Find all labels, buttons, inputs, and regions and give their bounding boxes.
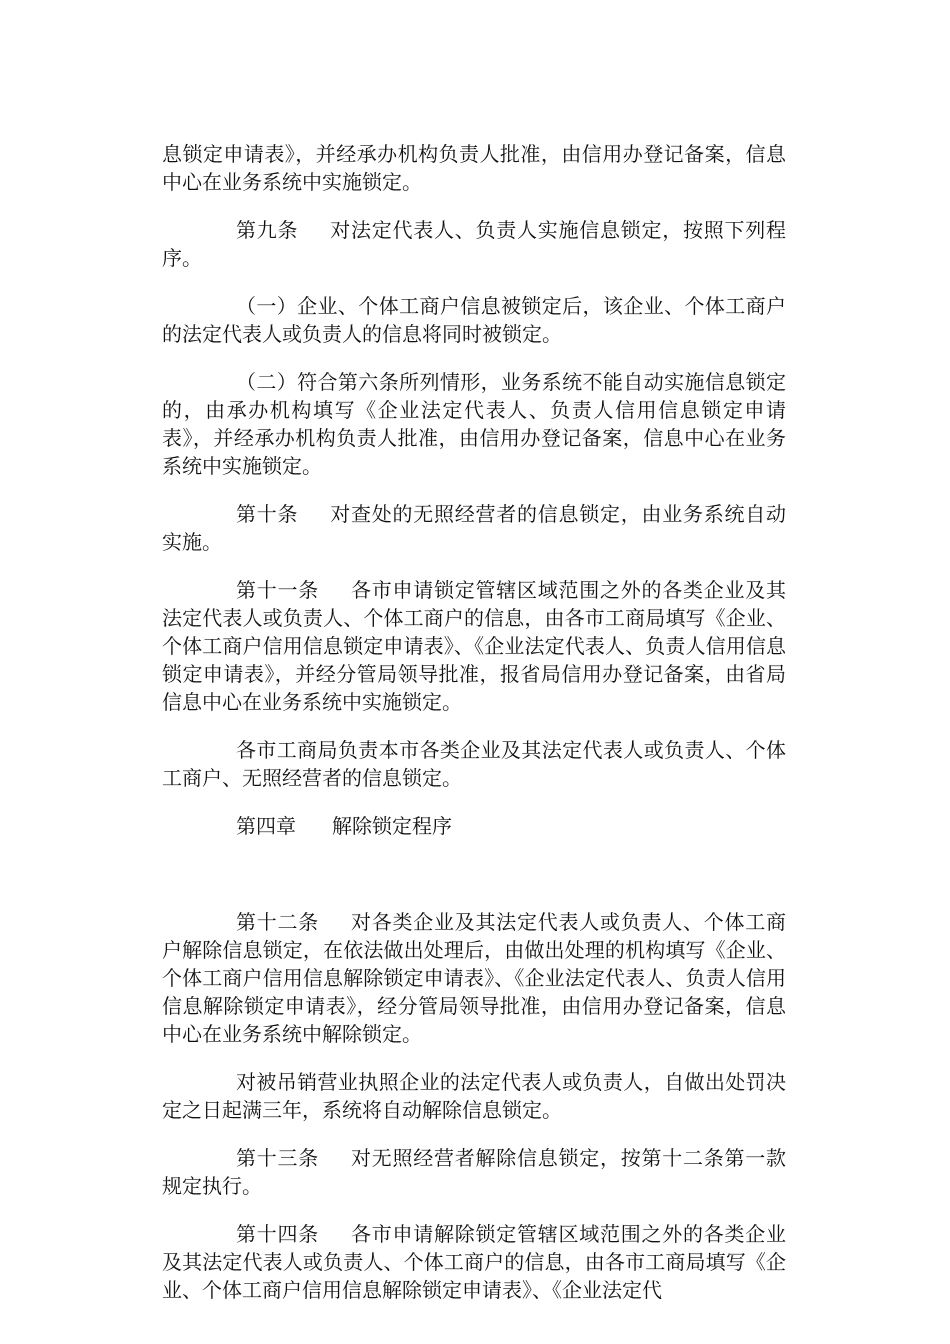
document-body xyxy=(162,140,786,1324)
paragraph-text: 各市申请锁定管辖区域范围之外的各类企业及其法定代表人或负责人、个体工商户的信息，由各市工商局填写《企业、个体工商户信用信息锁定申请表》、《企业法定代表人、负责人信用信息锁定申请表》，并经分管局领导批准，报省局信用办登记备案，由省局信息中心在业务系统中实施锁定。 xyxy=(162,578,786,714)
article-number: 第九条 xyxy=(236,218,299,242)
paragraph-text: 对被吊销营业执照企业的法定代表人或负责人，自做出处罚决定之日起满三年，系统将自动解除信息锁定。 xyxy=(162,1070,786,1122)
article-number: 第十二条 xyxy=(236,910,319,934)
paragraph xyxy=(162,292,786,348)
chapter-heading xyxy=(162,812,786,840)
chapter-title: 解除锁定程序 xyxy=(332,814,452,838)
article-number: 第十条 xyxy=(236,502,299,526)
paragraph-text: 对查处的无照经营者的信息锁定，由业务系统自动实施。 xyxy=(162,502,786,554)
chapter-number: 第四章 xyxy=(236,814,296,838)
paragraph xyxy=(162,1068,786,1124)
paragraph xyxy=(162,736,786,792)
article-12 xyxy=(162,908,786,1048)
article-11 xyxy=(162,576,786,716)
article-number: 第十三条 xyxy=(236,1146,319,1170)
paragraph-text: 息锁定申请表》，并经承办机构负责人批准，由信用办登记备案，信息中心在业务系统中实施锁定。 xyxy=(162,142,786,194)
paragraph-text: 对法定代表人、负责人实施信息锁定，按照下列程序。 xyxy=(162,218,786,270)
article-9 xyxy=(162,216,786,272)
article-10 xyxy=(162,500,786,556)
article-13 xyxy=(162,1144,786,1200)
paragraph-text: 各市申请解除锁定管辖区域范围之外的各类企业及其法定代表人或负责人、个体工商户的信息，由各市工商局填写《企业、个体工商户信用信息解除锁定申请表》、《企业法定代 xyxy=(162,1222,786,1302)
article-number: 第十一条 xyxy=(236,578,319,602)
paragraph-text: （一）企业、个体工商户信息被锁定后，该企业、个体工商户的法定代表人或负责人的信息将同时被锁定。 xyxy=(162,294,786,346)
article-number: 第十四条 xyxy=(236,1222,319,1246)
paragraph-text: 各市工商局负责本市各类企业及其法定代表人或负责人、个体工商户、无照经营者的信息锁定。 xyxy=(162,738,786,790)
paragraph-text: 对各类企业及其法定代表人或负责人、个体工商户解除信息锁定，在依法做出处理后，由做出处理的机构填写《企业、个体工商户信用信息解除锁定申请表》、《企业法定代表人、负责人信用信息解除锁定申请表》，经分管局领导批准，由信用办登记备案，信息中心在业务系统中解除锁定。 xyxy=(162,910,786,1046)
paragraph xyxy=(162,368,786,480)
paragraph xyxy=(162,140,786,196)
paragraph-text: 对无照经营者解除信息锁定，按第十二条第一款规定执行。 xyxy=(162,1146,786,1198)
paragraph-text: （二）符合第六条所列情形，业务系统不能自动实施信息锁定的，由承办机构填写《企业法定代表人、负责人信用信息锁定申请表》，并经承办机构负责人批准，由信用办登记备案，信息中心在业务系统中实施锁定。 xyxy=(162,370,786,478)
article-14 xyxy=(162,1220,786,1304)
